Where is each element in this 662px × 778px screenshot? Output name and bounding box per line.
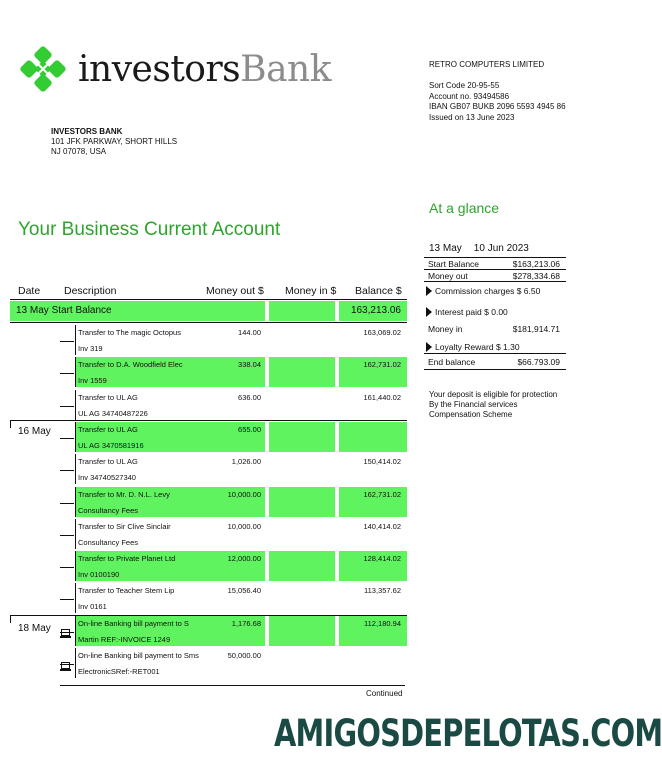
glance-interest [426,307,508,317]
account-number: Account no. 93494586 [429,91,510,101]
deposit-line: Your deposit is eligible for protection [429,390,558,399]
row-money-out: 15,056.40 [227,586,261,595]
iban: IBAN GB07 BUKB 2096 5593 4945 86 [429,102,566,111]
group-edge [10,420,11,428]
glance-date-from: 13 May [429,243,462,254]
triangle-icon [426,286,432,296]
divider [424,257,566,258]
row-description: Transfer to The magic Octopus [78,328,181,337]
bank-address-line1: 101 JFK PARKWAY, SHORT HILLS [51,137,178,146]
glance-money-out [428,271,560,281]
triangle-icon [426,307,432,317]
bank-name: INVESTORS BANK [51,127,123,136]
start-row-highlight [269,301,335,321]
row-money-out: 1,176.68 [231,619,261,628]
header-balance: Balance $ [355,285,402,297]
label: Money in [428,324,463,334]
row-bracket [75,519,76,549]
watermark: AMIGOSDEPELOTAS.COM [274,712,662,755]
label: End balance [428,357,476,367]
glance-end-balance [428,357,560,367]
glance-money-in [428,324,560,334]
row-bracket [75,454,76,484]
row-description: Transfer to UL AG [78,393,138,402]
row-bracket [75,551,76,581]
issue-date: Issued on 13 June 2023 [429,112,515,122]
row-highlight [269,487,335,517]
row-reference: Inv 1559 [78,376,107,385]
row-highlight [339,422,407,452]
row-description: Transfer to UL AG [78,457,138,466]
divider [424,269,566,270]
row-balance: 128,414.02 [363,554,401,563]
date-label: 18 May [18,623,51,634]
header-date: Date [18,285,41,297]
divider [424,281,566,282]
page-title: Your Business Current Account [18,219,281,240]
glance-dates [429,243,541,254]
row-balance: 140,414.02 [363,522,401,531]
header-money-in: Money in $ [285,285,337,297]
company-name: RETRO COMPUTERS LIMITED [429,60,545,69]
glance-title: At a glance [429,200,500,216]
row-bracket [75,325,76,355]
row-highlight [269,422,335,452]
start-balance-label: 13 May Start Balance [16,305,112,316]
row-reference: Inv 34740527340 [78,473,136,482]
row-money-out: 10,000.00 [227,490,261,499]
logo-wordmark [78,46,331,94]
row-description: Transfer to UL AG [78,425,138,434]
row-reference: Inv 0100190 [78,570,120,579]
row-reference: Inv 0161 [78,602,107,611]
row-tick [60,406,74,407]
row-balance: 161,440.02 [363,393,401,402]
bank-address-line2: NJ 07078, USA [51,147,107,156]
row-money-out: 50,000.00 [227,651,261,660]
group-divider [10,420,407,421]
row-balance: 163,069.02 [363,328,401,337]
header-divider [10,299,407,300]
row-reference: Consultancy Fees [78,538,139,547]
logo-word-investors: investors [78,49,241,90]
deposit-line: By the Financial services [429,400,518,409]
glance-date-to: 10 Jun 2023 [473,243,529,254]
laptop-icon [60,629,71,638]
row-money-out: 10,000.00 [227,522,261,531]
row-money-out: 636.00 [238,393,261,402]
row-reference: UL AG 34740487226 [78,409,148,418]
account-info [429,81,566,123]
header-money-out: Money out $ [206,285,264,297]
row-reference: ElectronicSRef:-RET001 [78,667,160,676]
row-description: Transfer to Private Planet Ltd [78,554,176,563]
row-tick [60,503,74,504]
row-highlight [269,357,335,387]
value: $163,213.06 [512,259,560,269]
row-balance: 150,414.02 [363,457,401,466]
date-label: 16 May [18,426,51,437]
row-bracket [75,422,76,452]
divider [424,369,566,370]
continued-label: Continued [366,689,403,698]
row-bracket [75,357,76,387]
row-balance: 162,731.02 [363,490,401,499]
group-edge [10,615,11,623]
deposit-line: Compensation Scheme [429,410,513,419]
triangle-icon [426,342,432,352]
value: Commission charges $ 6.50 [435,286,541,296]
row-description: Transfer to Teacher Stem Lip [78,586,175,595]
glance-loyalty [426,342,520,352]
row-tick [60,535,74,536]
row-reference: UL AG 3470581916 [78,441,144,450]
glance-commission [426,286,540,296]
bank-address [51,127,177,157]
row-bracket [75,616,76,646]
row-description: On-line Banking bill payment to S [78,619,189,628]
row-balance: 162,731.02 [363,360,401,369]
row-tick [60,470,74,471]
divider [424,353,566,354]
row-money-out: 12,000.00 [227,554,261,563]
bank-logo [20,46,330,94]
deposit-notice [429,390,557,420]
row-tick [60,438,74,439]
row-money-out: 1,026.00 [231,457,261,466]
start-balance-value: 163,213.06 [350,305,401,316]
row-balance: 113,357.62 [364,586,401,595]
row-highlight [269,551,335,581]
row-balance: 112,180.94 [364,619,401,628]
row-bracket [75,487,76,517]
row-description: Transfer to Mr. D. N.L. Levy [78,490,170,499]
row-tick [60,373,74,374]
laptop-icon [60,662,71,671]
row-bracket [75,583,76,613]
value: $278,334.68 [512,271,560,281]
row-highlight [269,616,335,646]
row-bracket [75,390,76,420]
logo-mark-icon [20,46,66,92]
row-description: Transfer to D.A. Woodfield Elec [78,360,183,369]
value: $66.793.09 [517,357,560,367]
label: Money out [428,271,468,281]
value: Loyalty Reward $ 1.30 [435,342,520,352]
row-tick [60,567,74,568]
table-bottom-divider [60,685,405,686]
row-bracket [75,648,76,678]
row-money-out: 338.04 [238,360,261,369]
row-reference: Inv 319 [78,344,103,353]
header-description: Description [64,285,117,297]
row-tick [60,341,74,342]
sort-code: Sort Code 20-95-55 [429,81,500,90]
logo-word-bank: Bank [240,49,332,90]
row-money-out: 655.00 [238,425,261,434]
value: Interest paid $ 0.00 [435,307,508,317]
label: Start Balance [428,259,480,269]
row-money-out: 144.00 [238,328,261,337]
row-tick [60,599,74,600]
row-description: Transfer to Sir Clive Sinclair [78,522,171,531]
row-divider [10,322,407,323]
row-reference: Consultancy Fees [78,506,139,515]
value: $181,914.71 [512,324,560,334]
row-description: On-line Banking bill payment to Sms [78,651,199,660]
glance-start-balance [428,259,560,269]
row-reference: Martin REF:-INVOICE 1249 [78,635,171,644]
